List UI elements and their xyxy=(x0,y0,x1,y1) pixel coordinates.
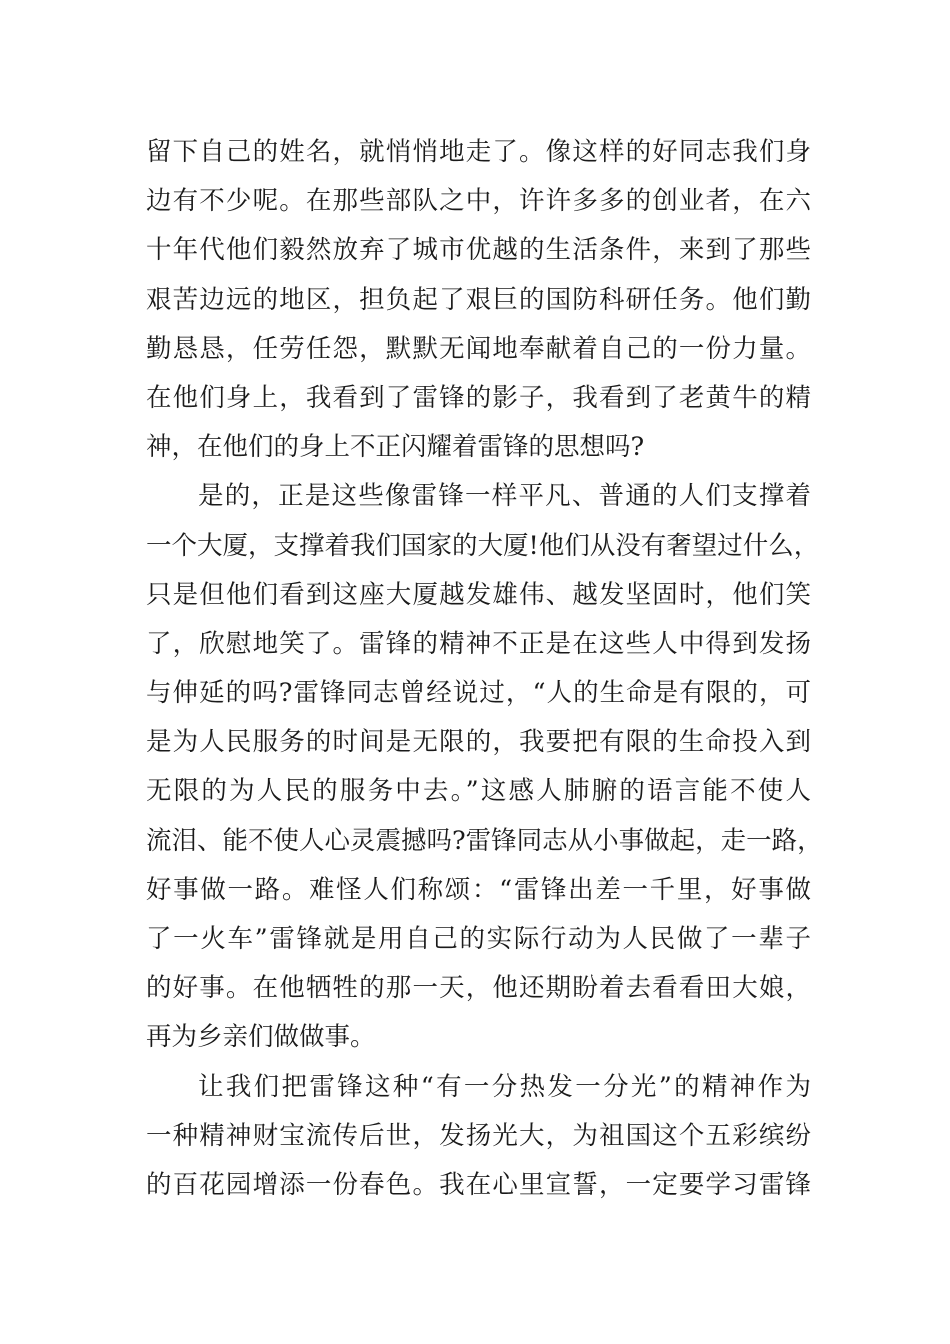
text-line: 让我们把雷锋这种“有一分热发一分光”的精神作为 xyxy=(198,1071,811,1102)
text-line: 十年代他们毅然放弃了城市优越的生活条件，来到了那些 xyxy=(146,235,811,266)
text-line: 流泪、能不使人心灵震撼吗?雷锋同志从小事做起，走一路， xyxy=(146,825,823,856)
text-line: 留下自己的姓名，就悄悄地走了。像这样的好同志我们身 xyxy=(146,137,811,167)
paragraph xyxy=(146,472,823,1062)
text-line: 了一火车”雷锋就是用自己的实际行动为人民做了一辈子 xyxy=(146,924,811,954)
paragraph xyxy=(146,128,811,472)
text-line: 再为乡亲们做做事。 xyxy=(146,1022,376,1053)
text-line: 无限的为人民的服务中去。”这感人肺腑的语言能不使人 xyxy=(146,776,811,807)
text-line: 勤恳恳，任劳任怨，默默无闻地奉献着自己的一份力量。 xyxy=(146,333,811,364)
text-line: 的好事。在他牺牲的那一天，他还期盼着去看看田大娘， xyxy=(146,973,811,1004)
body-text xyxy=(146,128,823,1210)
text-line: 了，欣慰地笑了。雷锋的精神不正是在这些人中得到发扬 xyxy=(146,628,811,659)
text-line: 边有不少呢。在那些部队之中，许许多多的创业者，在六 xyxy=(146,186,811,217)
text-line: 只是但他们看到这座大厦越发雄伟、越发坚固时，他们笑 xyxy=(146,579,811,610)
text-line: 的百花园增添一份春色。我在心里宣誓，一定要学习雷锋 xyxy=(146,1169,811,1200)
text-line: 一个大厦，支撑着我们国家的大厦!他们从没有奢望过什么， xyxy=(146,530,820,561)
text-line: 神，在他们的身上不正闪耀着雷锋的思想吗? xyxy=(146,432,645,463)
text-line: 艰苦边远的地区，担负起了艰巨的国防科研任务。他们勤 xyxy=(146,284,811,315)
paragraph xyxy=(146,1063,811,1211)
text-line: 是为人民服务的时间是无限的，我要把有限的生命投入到 xyxy=(146,727,811,758)
text-line: 是的，正是这些像雷锋一样平凡、普通的人们支撑着 xyxy=(198,481,811,512)
text-line: 好事做一路。难怪人们称颂：“雷锋出差一千里，好事做 xyxy=(146,874,811,905)
text-line: 与伸延的吗?雷锋同志曾经说过，“人的生命是有限的，可 xyxy=(146,678,811,709)
text-line: 一种精神财宝流传后世，发扬光大，为祖国这个五彩缤纷 xyxy=(146,1120,811,1151)
text-line: 在他们身上，我看到了雷锋的影子，我看到了老黄牛的精 xyxy=(146,382,811,413)
